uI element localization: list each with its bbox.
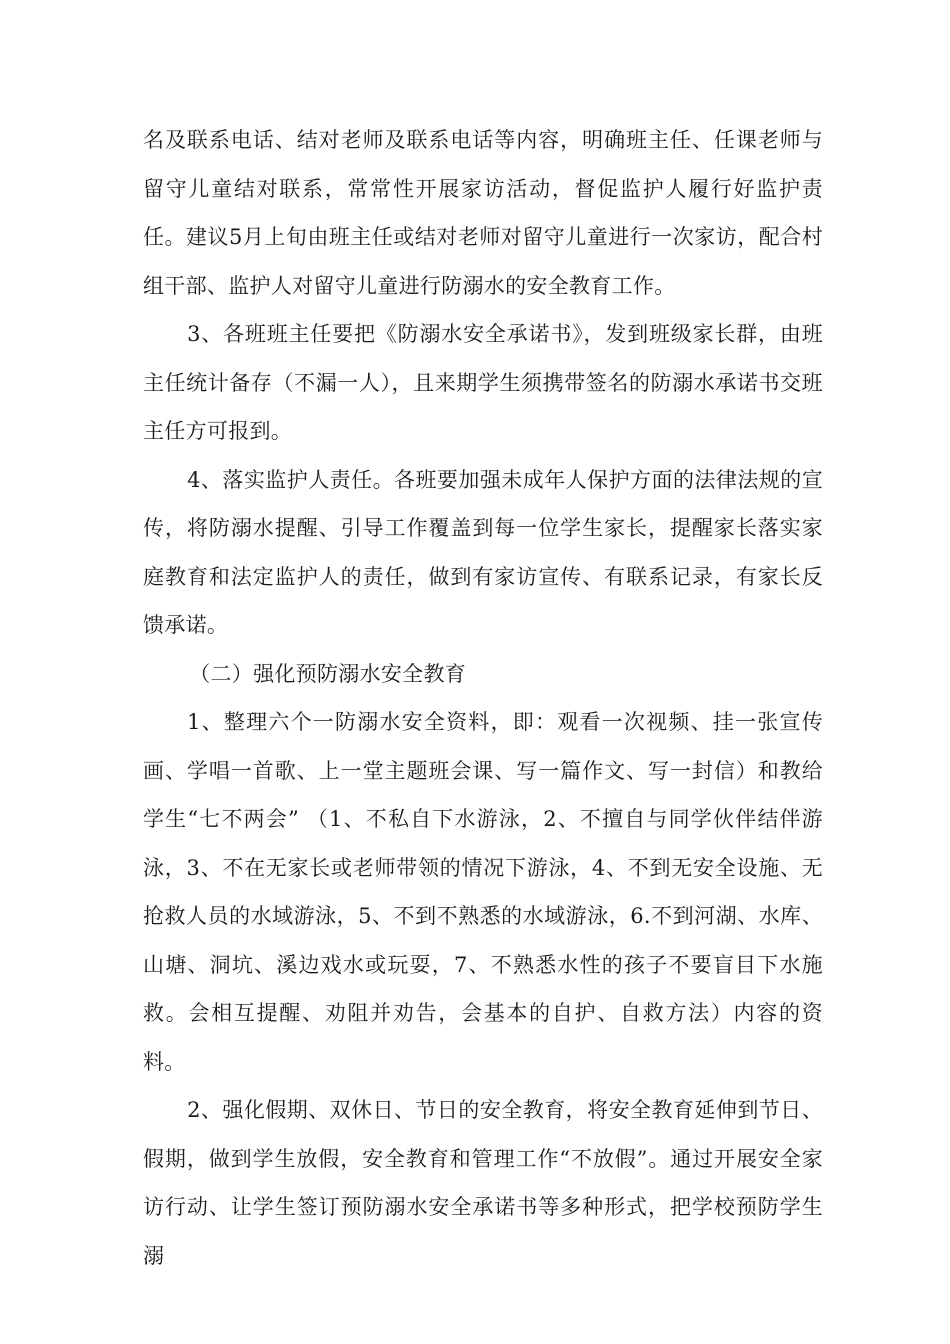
document-body bbox=[143, 116, 823, 1280]
paragraph-item-1: 1、整理六个一防溺水安全资料，即：观看一次视频、挂一张宣传画、学唱一首歌、上一堂主题班会课、写一篇作文、写一封信）和教给学生“七不两会” （1、不私自下水游泳，2、不擅自与同学伙伴结伴游泳，3、不在无家长或老师带领的情况下游泳，4、不到无安全设施、无抢救人员的水域游泳，5、不到不熟悉的水域游泳，6.不到河湖、水库、山塘、洞坑、溪边戏水或玩耍，7、不熟悉水性的孩子不要盲目下水施救。会相互提醒、劝阻并劝告，会基本的自护、自救方法）内容的资料。 bbox=[143, 710, 823, 1074]
paragraph-item-2: 2、强化假期、双休日、节日的安全教育，将安全教育延伸到节日、假期，做到学生放假，安全教育和管理工作“不放假”。通过开展安全家访行动、让学生签订预防溺水安全承诺书等多种形式，把学校预防学生溺 bbox=[143, 1098, 823, 1268]
paragraph-item-3: 3、各班班主任要把《防溺水安全承诺书》，发到班级家长群，由班主任统计备存（不漏一人），且来期学生须携带签名的防溺水承诺书交班主任方可报到。 bbox=[143, 322, 823, 443]
paragraph-continuation: 名及联系电话、结对老师及联系电话等内容，明确班主任、任课老师与留守儿童结对联系，常常性开展家访活动，督促监护人履行好监护责任。建议5月上旬由班主任或结对老师对留守儿童进行一次家访，配合村组干部、监护人对留守儿童进行防溺水的安全教育工作。 bbox=[143, 128, 823, 298]
paragraph-item-4: 4、落实监护人责任。各班要加强未成年人保护方面的法律法规的宣传，将防溺水提醒、引导工作覆盖到每一位学生家长，提醒家长落实家庭教育和法定监护人的责任，做到有家访宣传、有联系记录，有家长反馈承诺。 bbox=[143, 467, 823, 637]
section-heading: （二）强化预防溺水安全教育 bbox=[189, 661, 467, 686]
